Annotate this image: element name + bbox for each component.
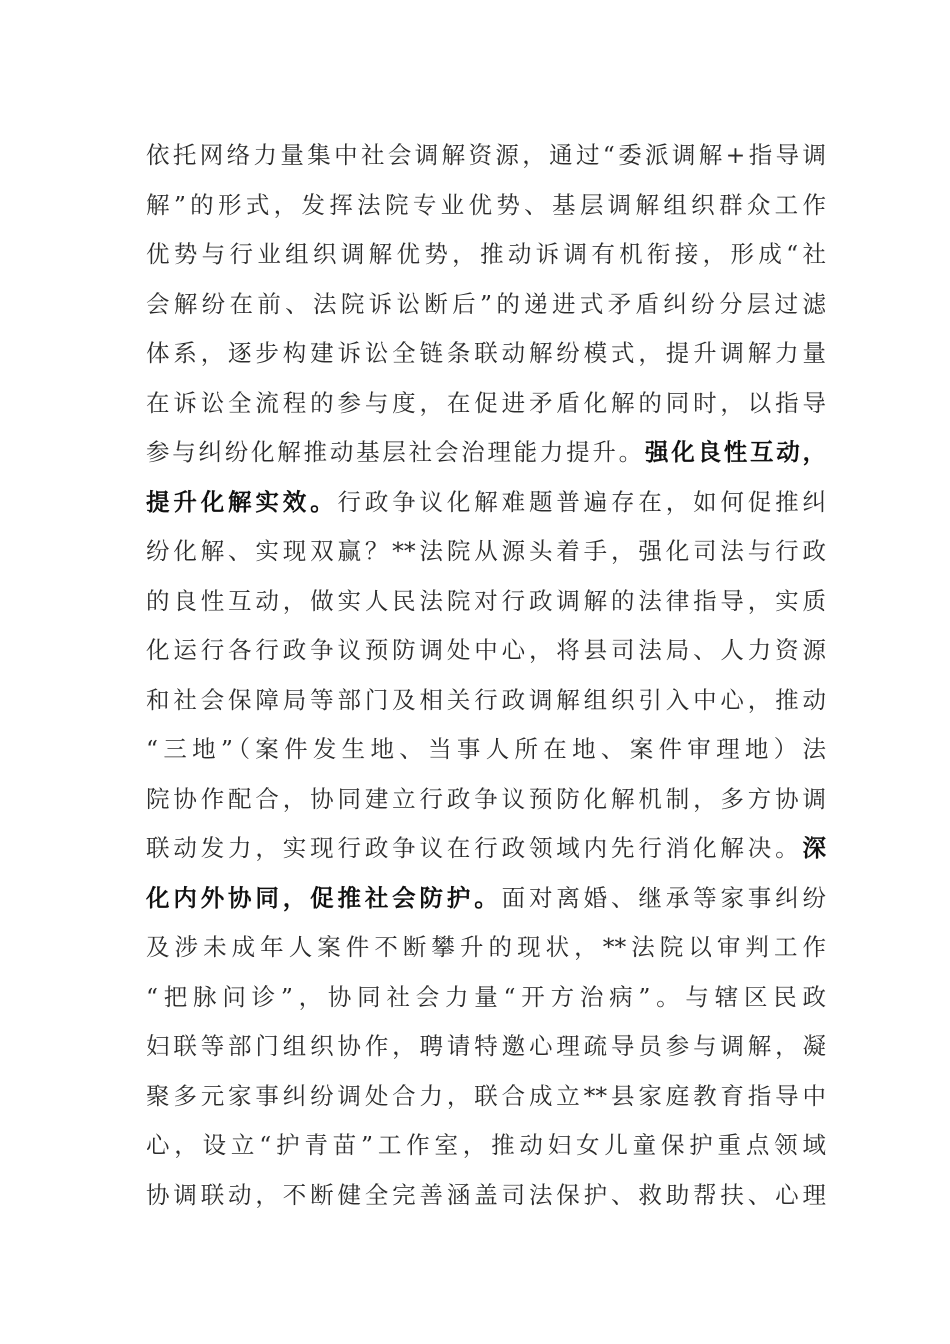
text-line <box>146 725 826 775</box>
body-text: 行政争议化解难题普遍存在，如何促推纠 <box>337 487 827 516</box>
text-line <box>146 131 826 181</box>
text-line <box>146 1171 826 1221</box>
body-text: 院协作配合，协同建立行政争议预防化解机制，多方协调 <box>146 784 826 813</box>
bold-heading-text: 深 <box>802 834 826 862</box>
body-text: 解”的形式，发挥法院专业优势、基层调解组织群众工作 <box>146 190 826 219</box>
bold-heading-text: 提升化解实效。 <box>146 487 338 516</box>
text-line <box>146 874 826 924</box>
body-text: 聚多元家事纠纷调处合力，联合成立**县家庭教育指导中 <box>146 1081 826 1110</box>
bold-heading-text: 化内外协同，促推社会防护。 <box>146 883 502 912</box>
body-text: 联动发力，实现行政争议在行政领域内先行消化解决。 <box>146 834 803 862</box>
document-body-text <box>146 131 826 1220</box>
bold-heading-text: 强化良性互动， <box>644 438 827 466</box>
body-text: 和社会保障局等部门及相关行政调解组织引入中心，推动 <box>146 685 826 714</box>
body-text: 协调联动，不断健全完善涵盖司法保护、救助帮扶、心理 <box>146 1180 826 1209</box>
body-text: 心，设立“护青苗”工作室，推动妇女儿童保护重点领域 <box>146 1131 826 1159</box>
body-text: 在诉讼全流程的参与度，在促进矛盾化解的同时，以指导 <box>146 388 826 417</box>
text-line <box>146 626 826 676</box>
body-text: 及涉未成年人案件不断攀升的现状，**法院以审判工作 <box>146 933 826 961</box>
text-line <box>146 1072 826 1122</box>
body-text: 参与纠纷化解推动基层社会治理能力提升。 <box>146 438 645 466</box>
body-text: 体系，逐步构建诉讼全链条联动解纷模式，提升调解力量 <box>146 339 826 367</box>
text-line <box>146 577 826 627</box>
text-line <box>146 428 826 478</box>
text-line <box>146 676 826 726</box>
text-line <box>146 379 826 429</box>
body-text: “把脉问诊”，协同社会力量“开方治病”。与辖区民政 <box>146 982 826 1011</box>
body-text: 的良性互动，做实人民法院对行政调解的法律指导，实质 <box>146 586 826 615</box>
text-line <box>146 775 826 825</box>
text-line <box>146 973 826 1023</box>
body-text: 依托网络力量集中社会调解资源，通过“委派调解+指导调 <box>146 141 826 169</box>
text-line <box>146 1022 826 1072</box>
text-line <box>146 280 826 330</box>
body-text: 面对离婚、继承等家事纠纷 <box>501 883 827 912</box>
text-line <box>146 478 826 528</box>
text-line <box>146 329 826 379</box>
body-text: 会解纷在前、法院诉讼断后”的递进式矛盾纠纷分层过滤 <box>146 289 826 318</box>
text-line <box>146 923 826 973</box>
text-line <box>146 230 826 280</box>
body-text: 纷化解、实现双赢？**法院从源头着手，强化司法与行政 <box>146 537 826 565</box>
text-line <box>146 527 826 577</box>
body-text: 优势与行业组织调解优势，推动诉调有机衔接，形成“社 <box>146 240 826 268</box>
body-text: “三地”（案件发生地、当事人所在地、案件审理地）法 <box>146 735 826 763</box>
body-text: 化运行各行政争议预防调处中心，将县司法局、人力资源 <box>146 636 826 664</box>
body-text: 妇联等部门组织协作，聘请特邀心理疏导员参与调解，凝 <box>146 1032 826 1060</box>
text-line <box>146 181 826 231</box>
text-line <box>146 824 826 874</box>
text-line <box>146 1121 826 1171</box>
